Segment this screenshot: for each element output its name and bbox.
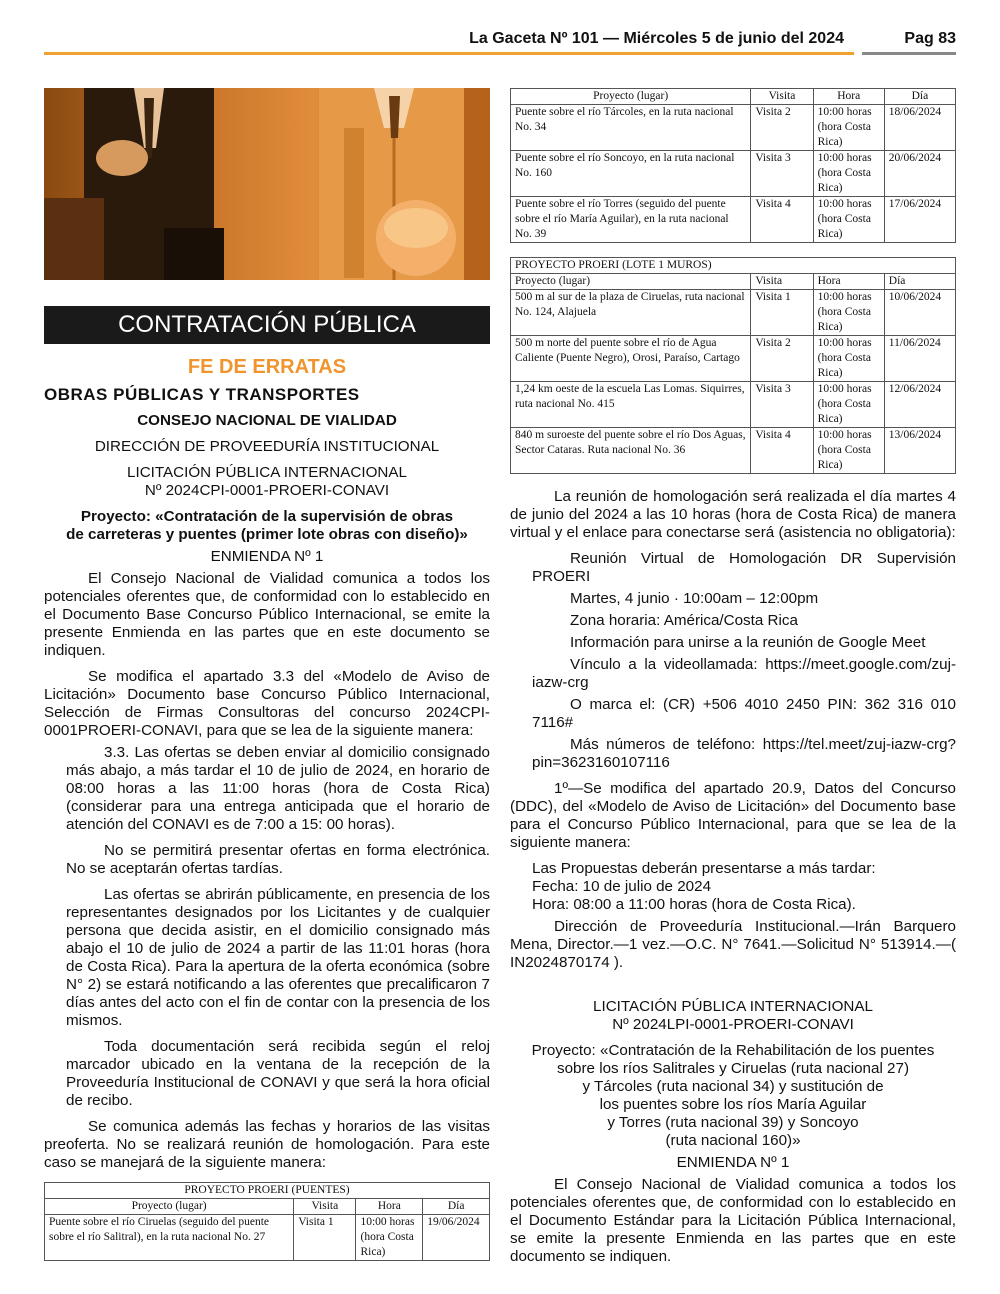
paragraph: El Consejo Nacional de Vialidad comunica a todos los potenciales oferentes que, de conformidad con lo establecido en el Documento Estándar para la Licitación Pública Internacional, se emite la presente Enmienda en las partes que en este documento se indiquen.: [510, 1176, 956, 1265]
table-cell: 10:00 horas (hora Costa Rica): [356, 1215, 423, 1261]
left-column: [44, 88, 490, 1261]
section-title: CONTRATACIÓN PÚBLICA: [44, 306, 490, 344]
table-cell: Visita 4: [751, 428, 813, 474]
table-cell: Visita 1: [751, 290, 813, 336]
paragraph: Se comunica además las fechas y horarios de las visitas preoferta. No se realizará reunión de homologación. Para este caso se manejará de la siguiente manera:: [44, 1118, 490, 1171]
table-cell: Visita 4: [751, 197, 813, 243]
page-header: [44, 26, 956, 56]
column-header: Día: [884, 89, 955, 105]
meeting-timezone: Zona horaria: América/Costa Rica: [570, 612, 798, 629]
table-cell: 500 m al sur de la plaza de Ciruelas, ruta nacional No. 124, Alajuela: [511, 290, 751, 336]
table-cell: 19/06/2024: [423, 1215, 490, 1261]
gazette-title: La Gaceta Nº 101 — Miércoles 5 de junio del 2024: [469, 30, 844, 47]
meeting-title: Reunión Virtual de Homologación DR Supervisión PROERI: [532, 550, 956, 585]
table-cell: Visita 2: [751, 336, 813, 382]
enmienda-heading: ENMIENDA Nº 1: [210, 548, 324, 565]
obras-heading: OBRAS PÚBLICAS Y TRANSPORTES: [44, 385, 360, 404]
proyecto2-line: y Tárcoles (ruta nacional 34) y sustitución de: [582, 1078, 884, 1095]
table-cell: Visita 1: [294, 1215, 356, 1261]
paragraph: 1º—Se modifica del apartado 20.9, Datos del Concurso (DDC), del «Modelo de Aviso de Licitación» del Documento base para el Concurso Público Internacional, para que se lea de la siguiente manera:: [510, 780, 956, 851]
header-rule-orange: [44, 52, 854, 55]
table-row: [511, 290, 956, 336]
consejo-heading: CONSEJO NACIONAL DE VIALIDAD: [137, 412, 397, 429]
table-muros: [510, 257, 956, 474]
table-caption: PROYECTO PROERI (PUENTES): [45, 1183, 490, 1199]
proyecto2-line: los puentes sobre los ríos María Aguilar: [599, 1096, 867, 1113]
signature-paragraph: Dirección de Proveeduría Institucional.—Irán Barquero Mena, Director.—1 vez.—O.C. N° 7641.—Solicitud N° 513914.—( IN2024870174 ).: [510, 918, 956, 971]
table-cell: 20/06/2024: [884, 151, 955, 197]
table-row: [511, 336, 956, 382]
table-cell: 11/06/2024: [884, 336, 955, 382]
table-puentes: [44, 1182, 490, 1261]
fe-de-erratas-heading: FE DE ERRATAS: [187, 356, 347, 378]
paragraph-quoted: No se permitirá presentar ofertas en forma electrónica. No se aceptarán ofertas tardías.: [66, 842, 490, 877]
direccion-heading: DIRECCIÓN DE PROVEEDURÍA INSTITUCIONAL: [94, 438, 440, 455]
column-header: Día: [884, 274, 955, 290]
page-number: Pag 83: [904, 30, 956, 47]
table-cell: Puente sobre el río Ciruelas (seguido del puente sobre el río Salitral), en la ruta nacional No. 27: [45, 1215, 294, 1261]
table-cell: 10:00 horas (hora Costa Rica): [813, 197, 884, 243]
proyecto2-line: sobre los ríos Salitrales y Ciruelas (ruta nacional 27): [557, 1060, 909, 1077]
table-cell: 10:00 horas (hora Costa Rica): [813, 336, 884, 382]
column-header: Visita: [294, 1199, 356, 1215]
enmienda2-heading: ENMIENDA Nº 1: [676, 1154, 790, 1171]
table-cell: Puente sobre el río Torres (seguido del puente sobre el río María Aguilar), en la ruta nacional No. 39: [511, 197, 751, 243]
meeting-more-numbers: Más números de teléfono: https://tel.meet/zuj-iazw-crg?pin=3623160107116: [532, 736, 956, 771]
deadline-date: Fecha: 10 de julio de 2024: [532, 878, 712, 895]
table-cell: 500 m norte del puente sobre el río de Agua Caliente (Puente Negro), Orosi, Paraíso, Cartago: [511, 336, 751, 382]
column-header: Visita: [751, 274, 813, 290]
paragraph-quoted: Toda documentación será recibida según el reloj marcador ubicado en la ventana de la recepción de la Proveeduría Institucional de CONAVI y que será la hora oficial de recibo.: [66, 1038, 490, 1109]
table-row: [511, 105, 956, 151]
table-puentes-continued: [510, 88, 956, 243]
paragraph: El Consejo Nacional de Vialidad comunica a todos los potenciales oferentes que, de conformidad con lo establecido en el Documento Base Concurso Público Internacional, se emite la presente Enmienda en las partes que en este documento se indiquen.: [44, 570, 490, 659]
column-header: Visita: [751, 89, 813, 105]
table-cell: Puente sobre el río Soncoyo, en la ruta nacional No. 160: [511, 151, 751, 197]
paragraph: La reunión de homologación será realizada el día martes 4 de junio del 2024 a las 10 horas (hora de Costa Rica) de manera virtual y el enlace para conectarse será (asistencia no obligatoria):: [510, 488, 956, 541]
paragraph-quoted: Las ofertas se abrirán públicamente, en presencia de los representantes designados por los Licitantes y de cualquier persona que decida asistir, en el domicilio consignado más abajo el 10 de julio de 2024 a partir de las 11:01 horas (hora de Costa Rica). Para la apertura de la oferta económica (sobre N° 2) se estará notificando a las oferentes que precalificaron 7 días antes del acto con el fin de contar con la presencia de los mismos.: [66, 886, 490, 1029]
meeting-phone: O marca el: (CR) +506 4010 2450 PIN: 362 316 010 7116#: [532, 696, 956, 731]
section-banner-image: [44, 88, 490, 280]
licitacion-title: LICITACIÓN PÚBLICA INTERNACIONAL: [127, 464, 407, 481]
table-cell: 10:00 horas (hora Costa Rica): [813, 151, 884, 197]
table-row: [511, 197, 956, 243]
table-cell: 13/06/2024: [884, 428, 955, 474]
table-cell: 10:00 horas (hora Costa Rica): [813, 428, 884, 474]
table-row: [511, 428, 956, 474]
table-cell: 10/06/2024: [884, 290, 955, 336]
table-cell: 840 m suroeste del puente sobre el río Dos Aguas, Sector Cataras. Ruta nacional No. 36: [511, 428, 751, 474]
meeting-link: Vínculo a la videollamada: https://meet.google.com/zuj-iazw-crg: [532, 656, 956, 691]
table-row: [511, 151, 956, 197]
licitacion-number: Nº 2024CPI-0001-PROERI-CONAVI: [144, 482, 390, 499]
deadline-line: Las Propuestas deberán presentarse a más tardar:: [532, 860, 876, 877]
table-row: [45, 1215, 490, 1261]
right-column: [510, 88, 956, 1266]
table-cell: Visita 2: [751, 105, 813, 151]
proyecto-line-1: Proyecto: «Contratación de la supervisión de obras: [80, 508, 454, 525]
table-cell: Visita 3: [751, 382, 813, 428]
table-row: [511, 382, 956, 428]
table-cell: 17/06/2024: [884, 197, 955, 243]
meeting-info: Información para unirse a la reunión de Google Meet: [570, 634, 926, 651]
paragraph-quoted: 3.3. Las ofertas se deben enviar al domicilio consignado más abajo, a más tardar el 10 de julio de 2024, en horario de 08:00 horas a las 11:00 horas (hora de Costa Rica) (considerar para una entrega anticipada que el horario de atención del CONAVI es de 7:00 a 15: 00 horas).: [66, 744, 490, 833]
table-cell: Puente sobre el río Tárcoles, en la ruta nacional No. 34: [511, 105, 751, 151]
column-header: Proyecto (lugar): [511, 274, 751, 290]
proyecto2-line: Proyecto: «Contratación de la Rehabilitación de los puentes: [531, 1042, 935, 1059]
table-cell: 10:00 horas (hora Costa Rica): [813, 105, 884, 151]
table-cell: 18/06/2024: [884, 105, 955, 151]
proyecto2-line: (ruta nacional 160)»: [665, 1132, 801, 1149]
licitacion2-title: LICITACIÓN PÚBLICA INTERNACIONAL: [593, 998, 873, 1015]
column-header: Hora: [813, 89, 884, 105]
deadline-time: Hora: 08:00 a 11:00 horas (hora de Costa Rica).: [532, 896, 856, 913]
table-cell: 12/06/2024: [884, 382, 955, 428]
proyecto2-line: y Torres (ruta nacional 39) y Soncoyo: [607, 1114, 859, 1131]
proyecto-line-2: de carreteras y puentes (primer lote obras con diseño)»: [66, 526, 468, 543]
column-header: Hora: [813, 274, 884, 290]
businessman-engineer-illustration: [44, 88, 490, 280]
table-cell: 10:00 horas (hora Costa Rica): [813, 290, 884, 336]
column-header: Proyecto (lugar): [45, 1199, 294, 1215]
table-cell: 1,24 km oeste de la escuela Las Lomas. Siquirres, ruta nacional No. 415: [511, 382, 751, 428]
table-cell: 10:00 horas (hora Costa Rica): [813, 382, 884, 428]
paragraph: Se modifica el apartado 3.3 del «Modelo de Aviso de Licitación» Documento base Concurso Público Internacional, Selección de Firmas Consultoras del concurso 2024CPI-0001PROERI-CONAVI, para que se lea de la siguiente manera:: [44, 668, 490, 739]
licitacion2-number: Nº 2024LPI-0001-PROERI-CONAVI: [612, 1016, 854, 1033]
table-caption: PROYECTO PROERI (LOTE 1 MUROS): [511, 258, 956, 274]
column-header: Día: [423, 1199, 490, 1215]
column-header: Proyecto (lugar): [511, 89, 751, 105]
column-header: Hora: [356, 1199, 423, 1215]
meeting-date: Martes, 4 junio · 10:00am – 12:00pm: [570, 590, 819, 607]
header-rule-gray: [862, 52, 956, 55]
table-cell: Visita 3: [751, 151, 813, 197]
